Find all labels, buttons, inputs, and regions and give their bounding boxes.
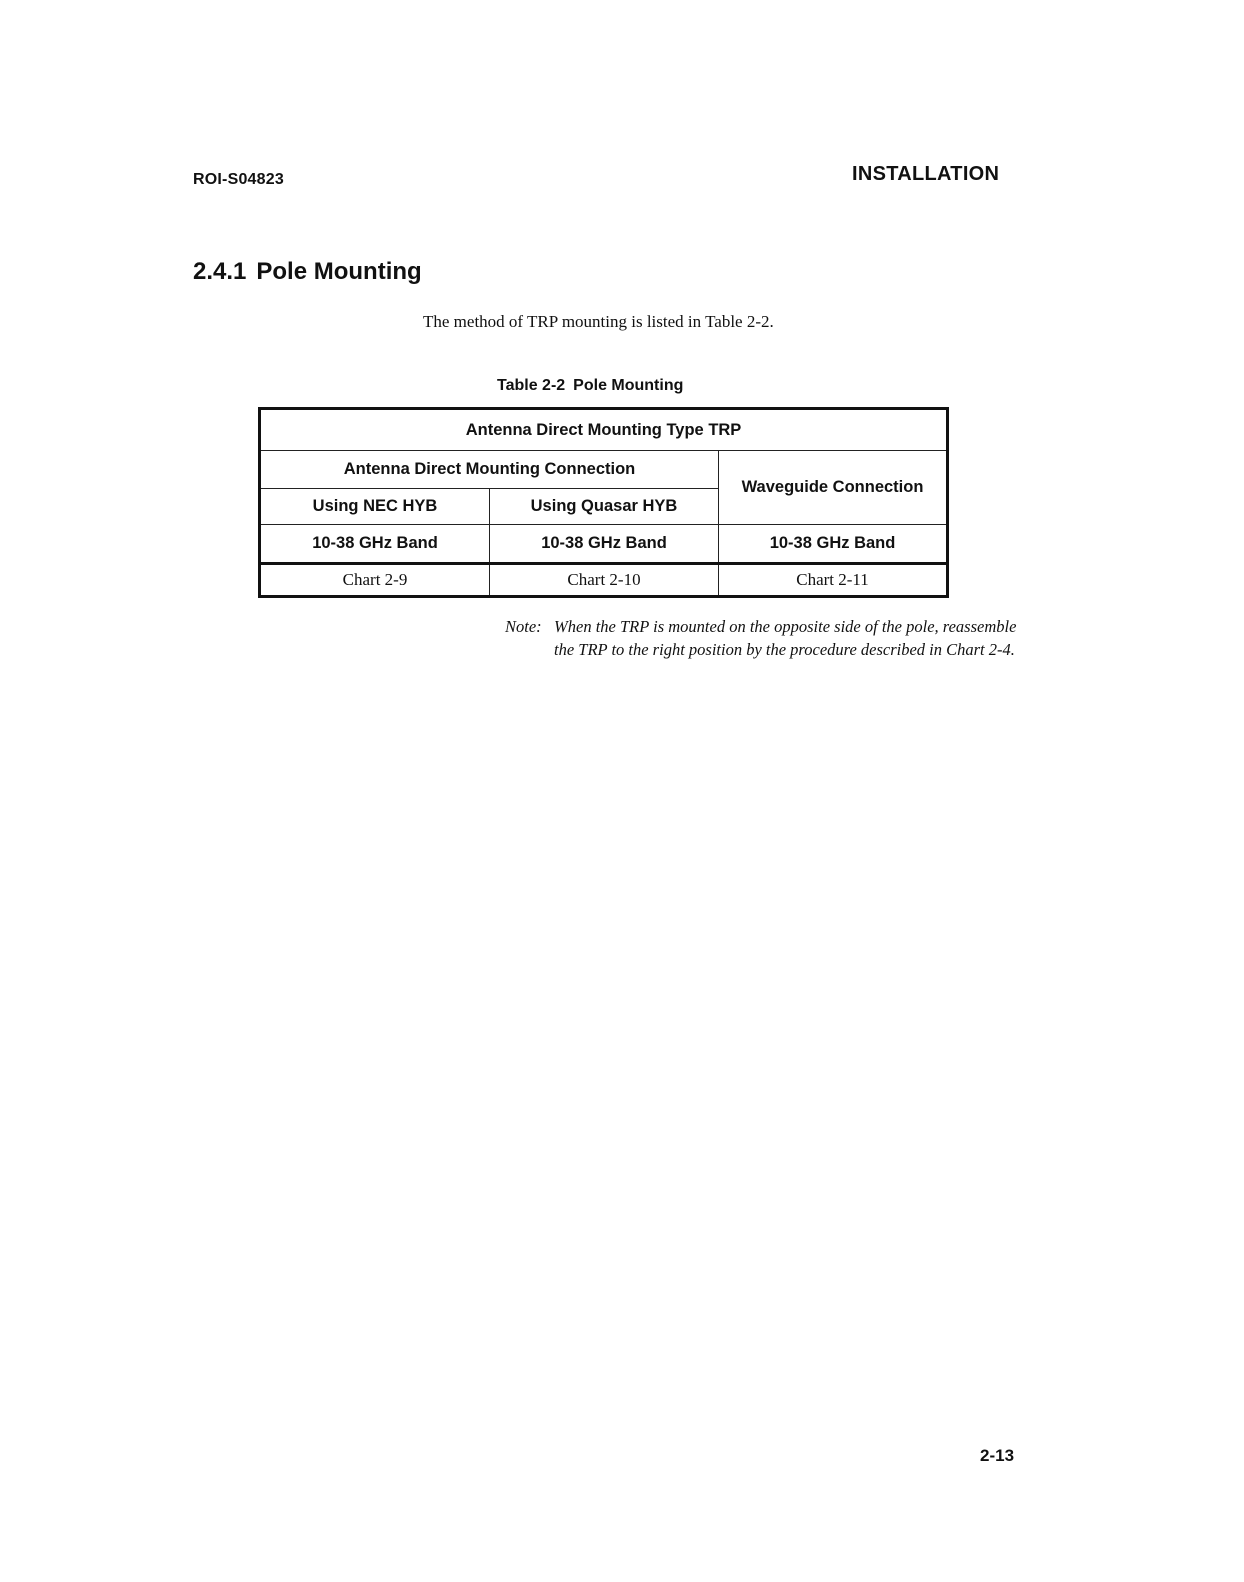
table-row [260, 525, 948, 564]
section-title: Pole Mounting [256, 258, 422, 285]
intro-paragraph: The method of TRP mounting is listed in Table 2-2. [423, 312, 774, 331]
pole-mounting-table [258, 407, 949, 598]
table-caption-number: Table 2-2 [497, 377, 566, 394]
top-header-cell: Antenna Direct Mounting Type TRP [260, 409, 948, 451]
quasar-hyb-header-cell: Using Quasar HYB [490, 489, 719, 525]
page-number: 2-13 [980, 1446, 1015, 1465]
table-caption-title: Pole Mounting [573, 377, 684, 394]
note-label: Note: [505, 617, 542, 636]
band-cell: 10-38 GHz Band [260, 525, 490, 564]
document-id: ROI-S04823 [193, 171, 284, 188]
section-number: 2.4.1 [193, 258, 247, 285]
table-row [260, 451, 948, 489]
section-heading [193, 258, 422, 286]
group-header-cell: Antenna Direct Mounting Connection [260, 451, 719, 489]
note-text: When the TRP is mounted on the opposite side of the pole, reassemble the TRP to the right position by the procedure described in Chart 2-4. [554, 617, 1017, 659]
table-row [260, 564, 948, 597]
table-row [260, 409, 948, 451]
waveguide-header-cell: Waveguide Connection [719, 451, 948, 525]
band-cell: 10-38 GHz Band [719, 525, 948, 564]
chart-reference-cell: Chart 2-10 [490, 564, 719, 597]
nec-hyb-header-cell: Using NEC HYB [260, 489, 490, 525]
chapter-heading: INSTALLATION [852, 163, 1000, 185]
note-block [505, 615, 1025, 661]
chart-reference-cell: Chart 2-9 [260, 564, 490, 597]
band-cell: 10-38 GHz Band [490, 525, 719, 564]
chart-reference-cell: Chart 2-11 [719, 564, 948, 597]
table-caption [497, 377, 683, 395]
